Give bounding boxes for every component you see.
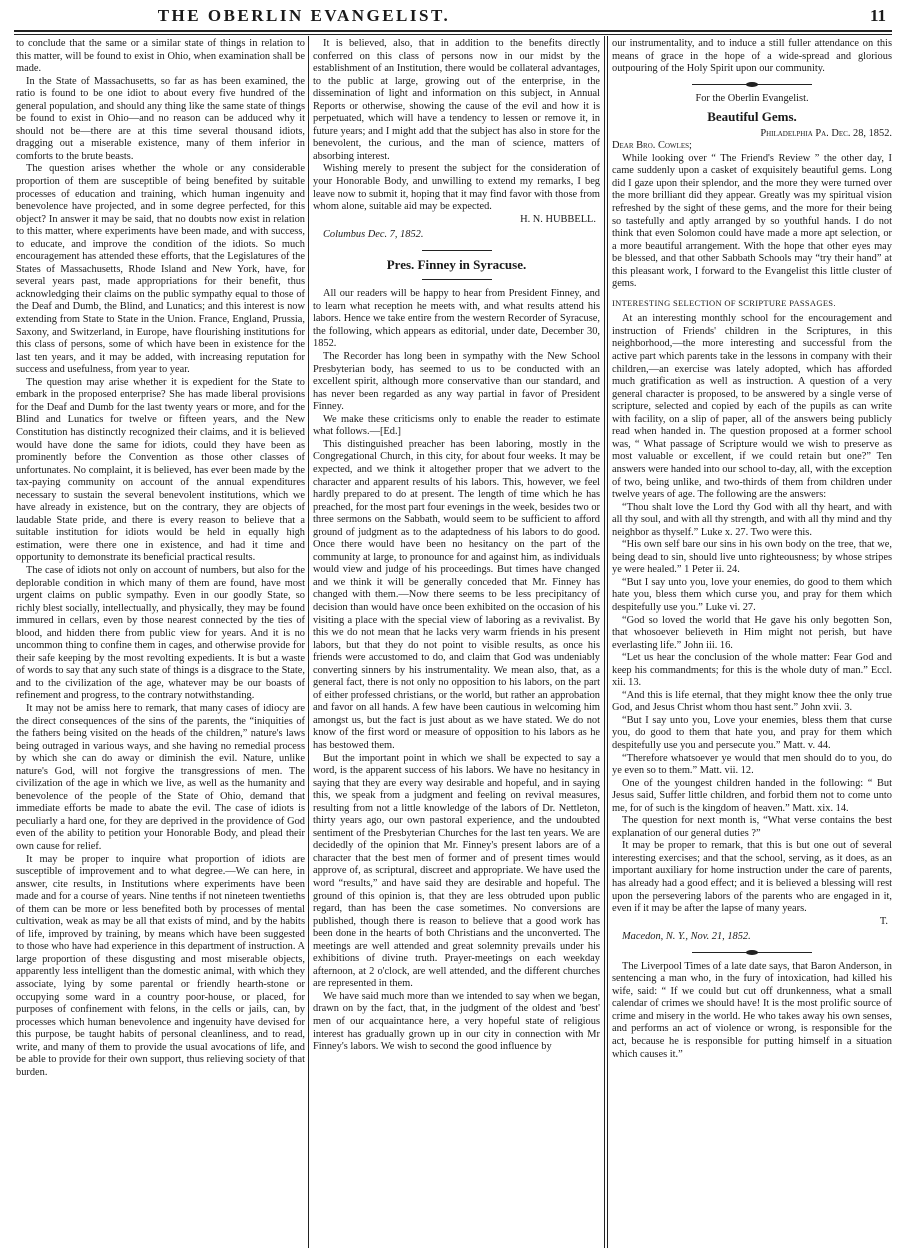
paragraph: We have said much more than we intended to say when we began, drawn on by the fact, that, in the judgment of the oldest and 'best' men of our acquaintance here, a very hopeful state of religious interest has gradually grown up in our city in connection with Mr Finney's labors. We wish to second the good influence by [313,990,600,1053]
page-header [0,0,900,30]
paragraph: While looking over “ The Friend's Review ” the other day, I came suddenly upon a casket of exquisitely beautiful gems. Long did I gaze upon their splendor, and the more they were turned over the more brilliant did they appear. Greatly was my spiritual vision refreshed by the sight of these gems, and the more for their being so tastefully and aptly arranged by so youthful hands. I do not think that even Solomon could have made a more apt selection, or a more beautiful arrangement. With the hope that other eyes may be blessed, and that other Sabbath Schools may “try their hand” at this pleasant work, I forward to the Evangelist this little cluster of gems. [612,152,892,290]
paragraph: At an interesting monthly school for the encouragement and instruction of Friends' children in the Scriptures, in this neighborhood,—the more interesting and successful from the active part which parents take in the lessons in company with their children,—an exercise was lately adopted, which has afforded much gratification as well as instruction. A question of a very general character is proposed, to be answered by a single verse of scripture, selected and copied by each of the pupils as can write with facility, on a slip of paper, all of the answers being publicly read when handed in. The question proposed at a former school was, “ What passage of Scripture would we wish to preserve as most valuable or excellent, if we could retain but one?” Ten answers were handed into our school to-day, all, with the exception of two, being unlike, and two-thirds of them from children under twelve years of age. The following are the answers: [612,313,892,501]
paragraph: to conclude that the same or a similar state of things in relation to this matter, will be found to exist in Ohio, when examination shall be made. [16,38,305,75]
article-title: Beautiful Gems. [707,109,797,125]
paragraph: Wishing merely to present the subject for the consideration of your Honorable Body, and unwilling to extend my remarks, I beg leave now to submit it, hoping that it may find favor with those from whom alone, suitable aid may be expected. [313,163,600,213]
paragraph: The case of idiots not only on account of numbers, but also for the deplorable condition in which many of them are found, have most urgent claims on public sympathy. Even in our goodly State, so richly blest socially, intellectually, and physically, they may be found immured in cellars, even by those nearest connected by the ties of blood, and hidden there from public view for years. And it is no uncommon thing to confine them in cages, and otherwise provide for their safe keeping by the most revolting expedients. It is but a waste of words to say that any such state of things is a disgrace to the State, and to the civilization of the age, whatever may be our boasts of refinement and progress, to the contrary notwithstanding. [16,564,305,702]
column-3 [612,38,892,1242]
title-rule [422,279,492,280]
paragraph: It may be proper to inquire what proportion of idiots are susceptible of improvement and to what degree.—We can here, in answer, cite results, in Institutions where experiments have been made and for a course of years. Nine tenths if not nineteen twentieths of them can be more or less benefited both by processes of mental cultivation, weak as may be all that exists of mind, and by the habits of life, improved by training, by means which have been suggested to those who have had experience in this department of instruction. A large proportion of these disgusting and most miserable objects, apparently less intelligent than the domestic animal, with which they associate, lying by some parental or friendly hearth-stone or occupying some ward in a country poor-house, or placed, for purposes of confinement with felons, in the cells or jails, can, by processes which human benevolence and ingenuity have devised for this purpose, be taught habits of personal cleanliness, and to read, write, and many of them to provide the usual avocations of life, and be able to provide for their own support, thus relieving society of that burden. [16,853,305,1078]
paragraph: It is believed, also, that in addition to the benefits directly conferred on this class of persons now in our midst by the establishment of an Institution, there would be collateral advantages, to the public at large, growing out of the enterprise, in the dissemination of light and information on this subject, in Annual Reports or otherwise, showing the cause of the evil and how it is perpetuated, which will have a tendency to lessen or remove it, in future years; and I might add that the subject has also in store for the benevolent, the curious, and the man of science, matters of absorbing interest. [313,38,600,162]
ornament-rule [692,952,812,953]
scripture-answer: “Let us hear the conclusion of the whole matter: Fear God and keep his commandments; for this is the whole duty of man.” Eccl. xii. 13. [612,652,892,689]
dateline: Philadelphia Pa. Dec. 28, 1852. [760,127,892,139]
dateline: Columbus Dec. 7, 1852. [323,229,424,241]
column-2 [313,38,600,1242]
paragraph: In the State of Massachusetts, so far as has been examined, the ratio is found to be one idiot to about every five hundred of the general population, and should any thing like the same state of things be found to exist in Ohio—and no reason can be adduced why it should not be—there are at this time several thousand idiots, dragging out a miserable existence, many of them inferior in comforts to the brute beasts. [16,75,305,162]
scripture-answer: “But I say unto you, Love your enemies, bless them that curse you, do good to them that hate you, and pray for them which despitefully use you and persecute you.” Matt. v. 44. [612,714,892,751]
paragraph: One of the youngest children handed in the following: “ But Jesus said, Suffer little children, and forbid them not to come unto me, for of such is the kingdom of heaven.” Matt. xix. 14. [612,777,892,814]
scripture-answer: “Therefore whatsoever ye would that men should do to you, do ye even so to them.” Matt. vii. 12. [612,752,892,777]
attribution-line: For the Oberlin Evangelist. [695,92,809,104]
signature: H. N. HUBBELL. [520,213,596,225]
column-1 [16,38,305,1242]
scripture-answer: “But I say unto you, love your enemies, do good to them which hate you, bless them which curse you, and pray for them which despitefully use you.” Luke vi. 27. [612,576,892,613]
paragraph: But the important point in which we shall be expected to say a word, is the apparent success of his labors. We have no hesitancy in saying that they are every way desirable and hopeful, and in saying this, we speak from a judgment and feeling on revival measures, resulting from not a little knowledge of the labors of Dr. Nettleton, thirty years ago, our own pastoral experience, and the undoubted sentiment of the Presbyterian Churches for the last ten years. We are decidedly of the opinion that Mr. Finney's present labors are of a character that the best men of former and of present times would approve of, as scriptural, discreet and appropriate. We have used the word “results,” and have said they are desirable and hopeful. The ground of this opinion is, that they are less obtruded upon public regard, than has been the case sometimes. No conversions are published, though there is reason to believe that a good work has been done in the hearts of both Christians and the unconverted. The meetings are well attended and great solemnity prevails under his exhibitions of divine truth. Prayer-meetings on each weekday afternoon, at 2 o'clock, are well attended, and the different churches are represented in them. [313,752,600,990]
paragraph: The question for next month is, “What verse contains the best explanation of our general duties ?” [612,815,892,839]
scripture-answer: “Thou shalt love the Lord thy God with all thy heart, and with all thy soul, and with all thy strength, and with all thy mind and thy neighbor as thyself.” Luke x. 27. Two were this. [612,501,892,538]
scripture-answer: “God so loved the world that He gave his only begotten Son, that whosoever believeth in Him might not perish, but have everlasting life.” John iii. 16. [612,614,892,651]
paragraph: It may be proper to remark, that this is but one out of several interesting exercises; and that the school, serving, as it does, as an important auxiliary for home instruction under the care of parents, has already had a good effect; and it is believed a blessing will rest upon the persevering labors of the parents who are engaged in it, even if it may be after the lapse of many years. [612,840,892,915]
column-divider-2 [604,36,605,1248]
scripture-answer: “And this is life eternal, that they might know thee the only true God, and Jesus Christ whom thou hast sent.” John xvii. 3. [612,689,892,714]
header-rule-thin [14,34,892,35]
column-divider-2b [607,36,608,1248]
subheading: INTERESTING SELECTION OF SCRIPTURE PASSAGES. [612,297,836,308]
paragraph: We make these criticisms only to enable the reader to estimate what follows.—[Ed.] [313,413,600,438]
ornament-rule [692,84,812,85]
paragraph: All our readers will be happy to hear from President Finney, and to learn what reception he meets with, and what results attend his labors. Hence we take entire from the western Recorder of Syracuse, the following, which appears as editorial, under date, December 30, 1852. [313,288,600,350]
salutation: Dear Bro. Cowles; [612,140,692,152]
section-rule [422,250,492,251]
column-divider-1 [308,36,309,1248]
scripture-answer: “His own self bare our sins in his own body on the tree, that we, being dead to sin, should live unto righteousness; by whose stripes ye were healed.” 1 Peter ii. 24. [612,539,892,576]
newspaper-title: THE OBERLIN EVANGELIST. [157,6,451,25]
paragraph: our instrumentality, and to induce a still fuller attendance on this means of grace in the hope of a wide-spread and glorious outpouring of the Holy Spirit upon our community. [612,38,892,75]
paragraph: This distinguished preacher has been laboring, mostly in the Congregational Church, in this city, for about four weeks. It may be expected, and we think it altogether proper that we advert to the character and apparent results of his labors. This, however, we feel hardly prepared to do at present. The length of time which he has preached, for the most part four evenings in the week, besides two or three sermons on the Sabbath, would seem to be sufficient to afford ground of judgment as to the adaptedness of his labors to do good. Once there would have been no hesitancy on the part of the community at large, to pronounce for and against him, as individuals would view and judge of his proceedings. But times have changed and we think it will be generally conceded that Mr. Finney has changed with them.—Now there seems to be less precipitancy of decision than would have once been exhibited on the occasion of his visiting a place with the special view of laboring as a revivalist. By this we do not mean that he lacks very warm friends in his present labors, but that they do not point to visible results, as once his friends were accustomed to do, and claim that God was undeniably converting sinners by his instrumentality. We mean also, that, as a general fact, there is not only no opposition to his labors, on the part of either professed christians, or the world, but rather an approbation and favor on all hands. A few have been cautious in welcoming him amongst us, but the fact is just about as we have stated. We do not know of the first word or measure of opposition to his labors as he has bestowed them. [313,438,600,751]
dateline: Macedon, N. Y., Nov. 21, 1852. [622,931,751,943]
signature: T. [879,915,888,927]
article-title: Pres. Finney in Syracuse. [386,256,527,272]
paragraph: It may not be amiss here to remark, that many cases of idiocy are the direct consequences of the sins of the parents, the “iniquities of the fathers being visited on the heads of the children,” nature's laws being outraged in various ways, and she having no remedial process by which she can do away or diminish the evil. Nature, unlike nature's God, will not forgive the transgressions of men. The civilization of the age in which we live, as well as the humanity and benevolence of the people of the State of Ohio, demand that immediate efforts be made to abate the evil. The case of idiots is peculiarly a hard one, for they are deprived in the providence of God even of the ability to petition your Honorable Body, and plead their own cause for relief. [16,702,305,852]
header-rule [14,30,892,32]
page-number: 11 [869,6,886,25]
paragraph: The question may arise whether it is expedient for the State to embark in the proposed enterprise? She has made liberal provisions for the Deaf and Dumb for the last twenty years or more, and for the Blind and Lunatics for twelve or fifteen years, and the New Constitution has distinctly recognized their claims, and it is believed would have done the same for idiots, could they have been as prominently before the Convention as those other classes of unfortunates. No complaint, it is believed, has ever been made by the tax-paying community on account of the annual expenditures necessary to sustain the several benevolent institutions, which we have already in existence, but on the contrary, they are objects of laudable State pride, and there is every reason to believe that a suitable institution for idiots would be held in equally high estimation, were there one in existence, and had it time and opportunity to demonstrate its beneficial practical results. [16,376,305,564]
paragraph: The Recorder has long been in sympathy with the New School Presbyterian body, has seemed to us to be conducted with an excellent spirit, although more conservative than our standard, and has never been regarded as any way partial in favor of President Finney. [313,351,600,413]
paragraph: The question arises whether the whole or any considerable proportion of them are susceptible of being benefited by suitable processes of education and training, which human ingenuity and benevolence have projected, and in some degree perfected, for this object? In answer it may be said, that no doubts now exist in relation to this matter, where experiments have been made, and with success, to educate, and improve the condition of the idiots. So much encouragement has attended these efforts, that the Legislatures of the States of Massachusetts, Rhode Island and New York, have, for several years past, made appropriations for their benefit, thus acknowledging their claims on the public sympathy equal to those of the Deaf and Dumb, the Blind, and Lunatics; and this interest is now extending from State to State in the Union. France, England, Prussia, Saxony, and Switzerland, in Europe, have flourishing institutions for this class of persons, some of which have been in existence for the last ten years, and it may be added, with increasing reputation for success and usefulness, from year to year. [16,163,305,376]
paragraph: The Liverpool Times of a late date says, that Baron Anderson, in sentencing a man who, in the fury of intoxication, had killed his wife, said: “ If we could but cut off drunkenness, what a small calendar of crimes we should have! It is the most prolific source of crime and misery in the world. He who takes away his own senses, and performs an act of violence or wrong, is responsible for the act, because he is responsible for putting himself in a situation which causes it.” [612,960,892,1060]
